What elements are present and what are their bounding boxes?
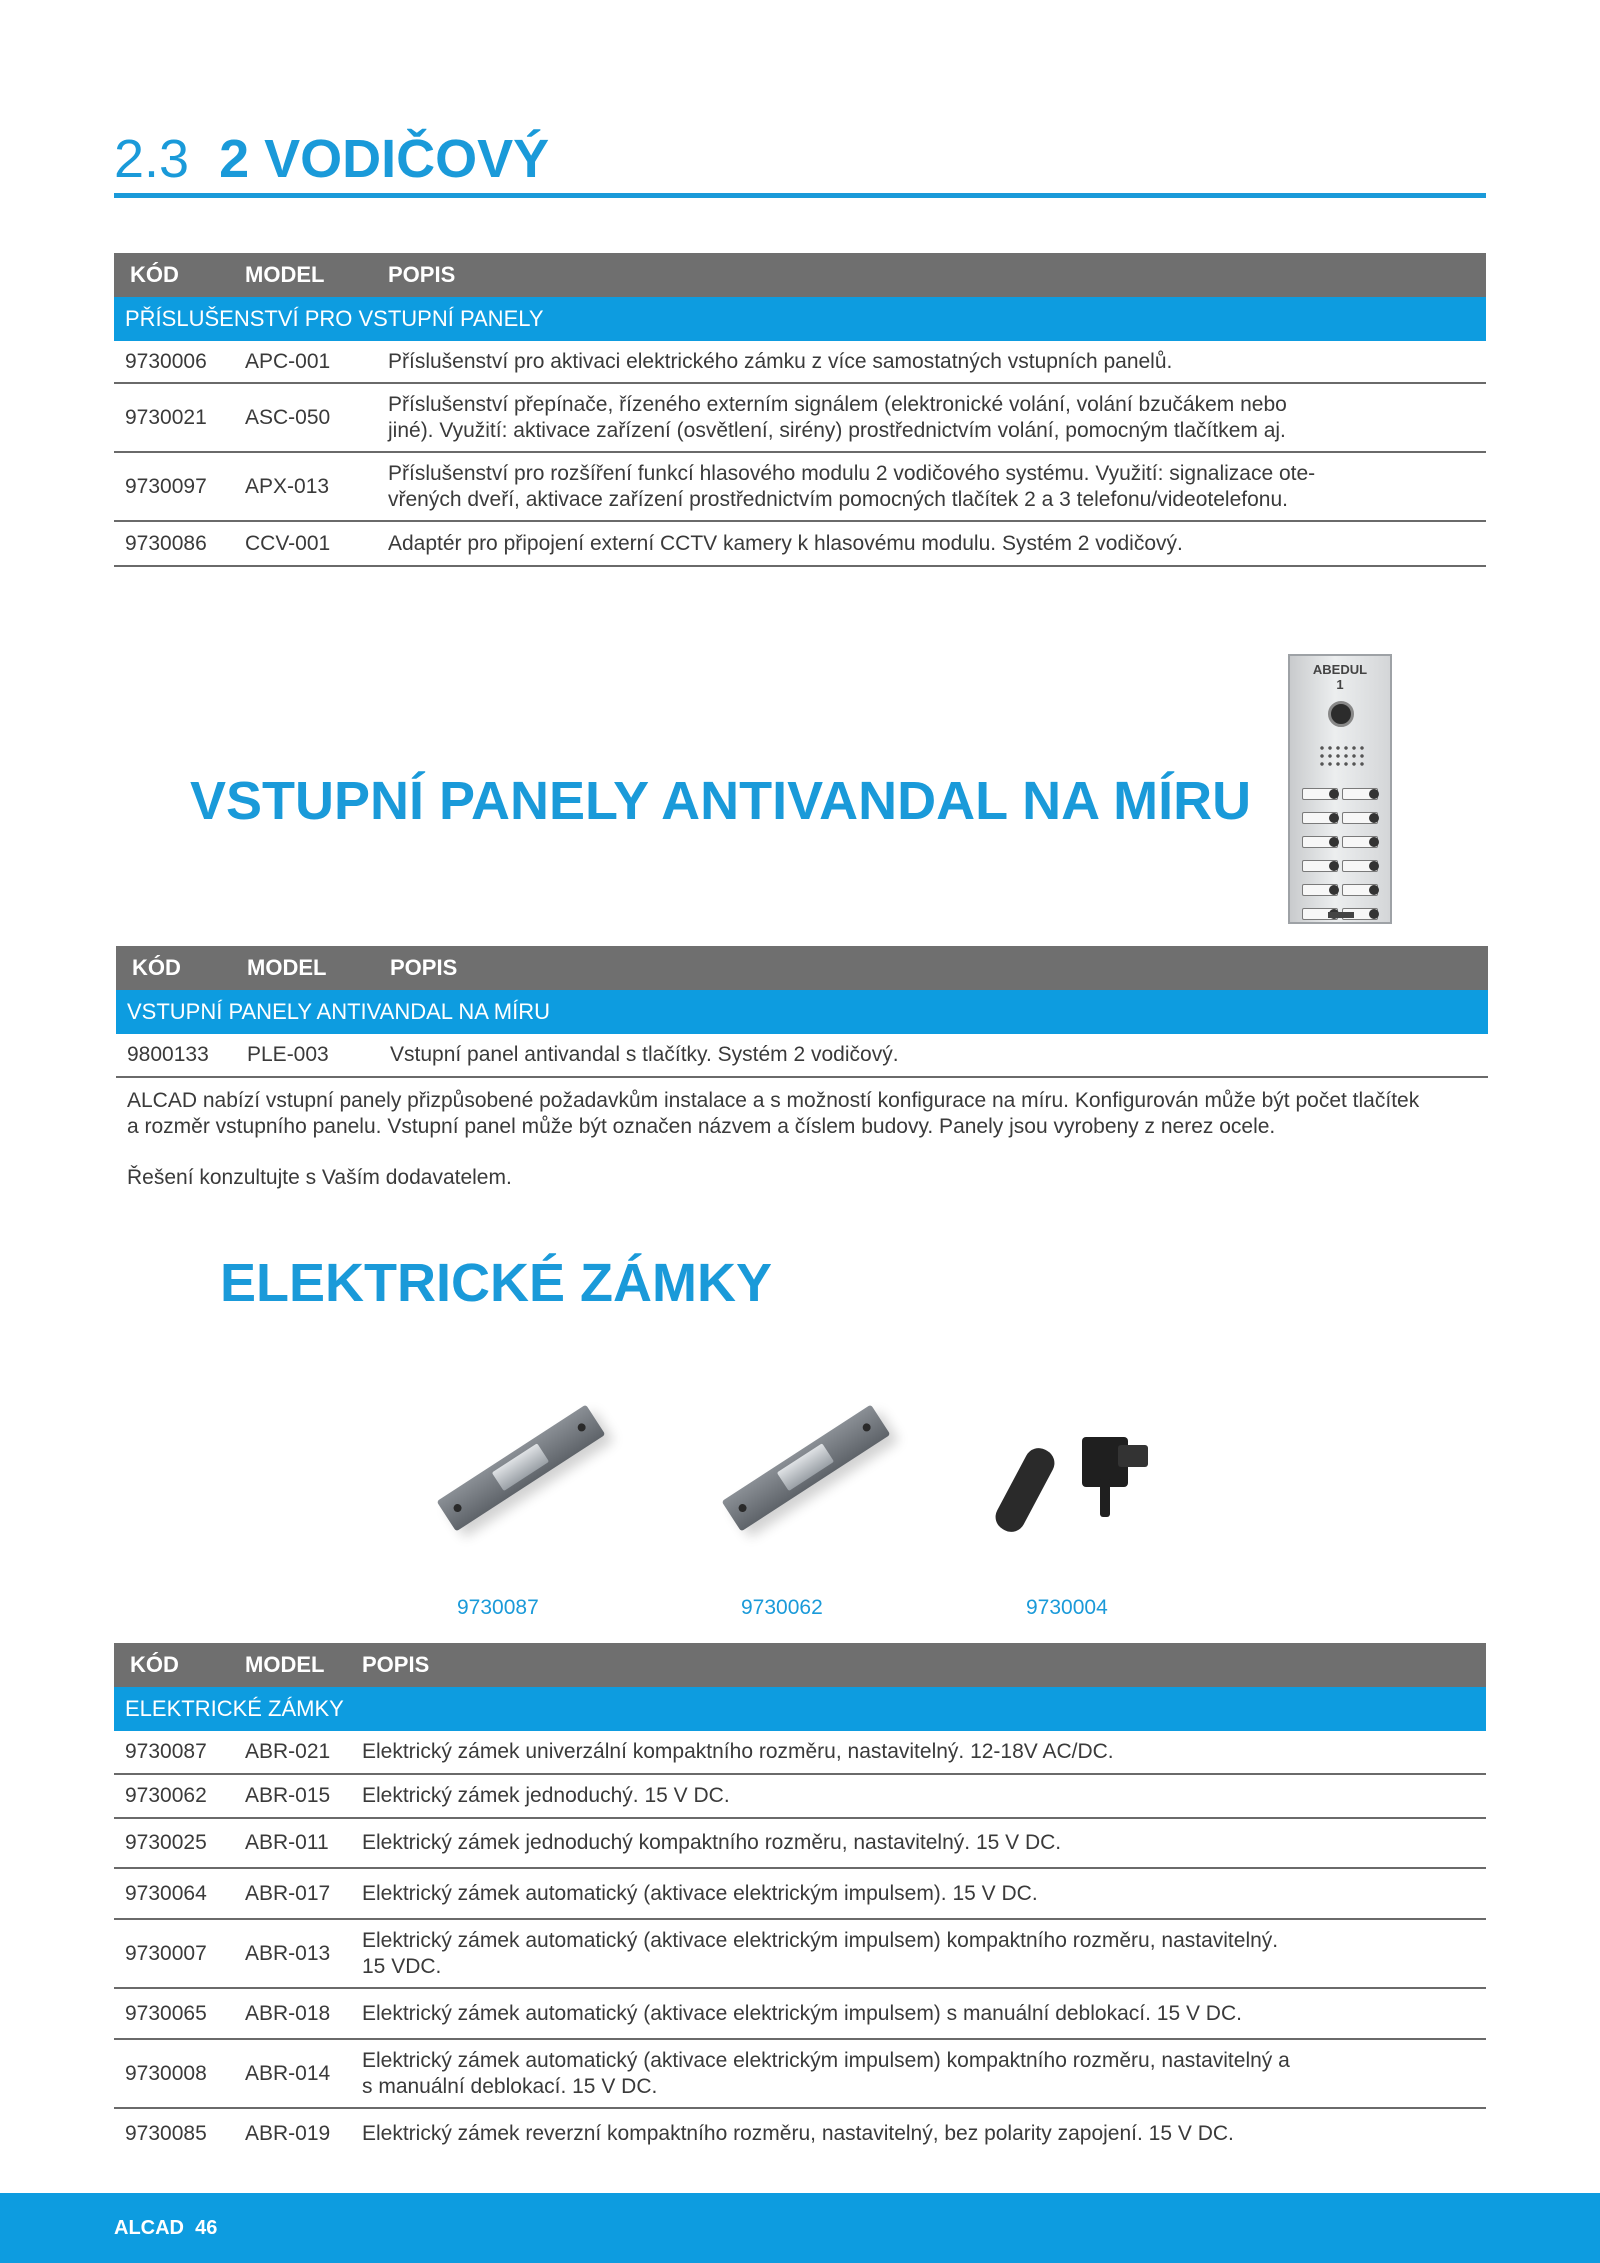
row-description (362, 1775, 730, 1817)
row-model: ABR-019 (245, 2122, 331, 2145)
footer-text (114, 2193, 217, 2263)
push-button-icon (1302, 884, 1338, 896)
heading-rule (114, 193, 1486, 198)
table-header (114, 1643, 1486, 1687)
table-row (114, 341, 1486, 384)
table-section-label: VSTUPNÍ PANELY ANTIVANDAL NA MÍRU (116, 990, 1488, 1034)
desc-line: Elektrický zámek jednoduchý. 15 V DC. (362, 1784, 730, 1807)
row-description (362, 1819, 1061, 1867)
push-button-icon (1302, 836, 1338, 848)
header-code: KÓD (132, 955, 181, 980)
camera-icon (1328, 701, 1354, 727)
table-row (114, 522, 1486, 567)
section-heading (114, 128, 549, 190)
row-model: ABR-014 (245, 2061, 331, 2085)
desc-line: Elektrický zámek jednoduchý kompaktního rozměru, nastavitelný. 15 V DC. (362, 1831, 1062, 1854)
header-model: MODEL (247, 955, 327, 980)
row-code: 9730007 (125, 1941, 207, 1965)
section-title: 2 VODIČOVÝ (219, 129, 550, 189)
row-code: 9800133 (127, 1043, 209, 1066)
push-button-icon (1342, 860, 1378, 872)
desc-line: Příslušenství pro aktivaci elektrického zámku z více samostatných vstupních panelů. (388, 349, 1173, 373)
row-code: 9730008 (125, 2061, 207, 2085)
push-button-icon (1342, 884, 1378, 896)
table-row (114, 1775, 1486, 1819)
table-row (114, 2109, 1486, 2159)
push-button-icon (1342, 812, 1378, 824)
desc-line: Vstupní panel antivandal s tlačítky. Systém 2 vodičový. (390, 1043, 899, 1066)
desc-line: Elektrický zámek automatický (aktivace elektrickým impulsem) s manuální deblokací. 15 V DC. (362, 2001, 1242, 2025)
row-code: 9730064 (125, 1881, 207, 1905)
desc-line: Elektrický zámek reverzní kompaktního rozměru, nastavitelný, bez polarity zapojení. 15 V DC. (362, 2122, 1234, 2145)
row-description (388, 453, 1315, 520)
desc-line: Adaptér pro připojení externí CCTV kamery k hlasovému modulu. Systém 2 vodičový. (388, 531, 1183, 555)
table-header (116, 946, 1488, 990)
desc-line: Elektrický zámek automatický (aktivace elektrickým impulsem). 15 V DC. (362, 1881, 1038, 1905)
paragraph-line: a rozměr vstupního panelu. Vstupní panel může být označen názvem a číslem budovy. Panely jsou vyrobeny z nerez ocele. (127, 1115, 1276, 1138)
row-code: 9730097 (125, 474, 207, 498)
row-model: ASC-050 (245, 405, 331, 429)
entrance-panel-image (1288, 654, 1392, 924)
row-model: ABR-017 (245, 1881, 331, 1905)
accessories-table (114, 253, 1486, 567)
row-code: 9730006 (125, 349, 207, 373)
panel-number: 1 (1336, 677, 1344, 692)
row-code: 9730085 (125, 2122, 207, 2145)
row-code: 9730062 (125, 1784, 207, 1807)
desc-line: Elektrický zámek univerzální kompaktního rozměru, nastavitelný. 12-18V AC/DC. (362, 1740, 1114, 1763)
antivandal-paragraph (127, 1088, 1419, 1140)
paragraph-line: ALCAD nabízí vstupní panely přizpůsobené požadavkům instalace a s možností konfigurace na míru. Konfigurován může být počet tlačítek (127, 1089, 1420, 1112)
desc-line: s manuální deblokací. 15 V DC. (362, 2074, 658, 2098)
header-code: KÓD (130, 262, 179, 287)
antivandal-table (116, 946, 1488, 1078)
locks-heading: ELEKTRICKÉ ZÁMKY (220, 1253, 772, 1313)
table-section-label: ELEKTRICKÉ ZÁMKY (114, 1687, 1486, 1731)
desc-line: Elektrický zámek automatický (aktivace elektrickým impulsem) kompaktního rozměru, nastavitelný. (362, 1928, 1279, 1952)
row-description (362, 2109, 1234, 2159)
lock-caption: 9730062 (741, 1596, 823, 1619)
row-model: APC-001 (245, 349, 331, 373)
table-row (114, 1920, 1486, 1989)
header-description: POPIS (390, 955, 458, 980)
row-code: 9730021 (125, 405, 207, 429)
table-row (114, 2040, 1486, 2109)
row-model: PLE-003 (247, 1043, 329, 1066)
antivandal-note: Řešení konzultujte s Vaším dodavatelem. (127, 1166, 512, 1189)
desc-line: Elektrický zámek automatický (aktivace elektrickým impulsem) kompaktního rozměru, nastavitelný a (362, 2048, 1290, 2072)
table-row (116, 1034, 1488, 1078)
row-description (390, 1034, 899, 1076)
row-model: CCV-001 (245, 531, 331, 555)
header-code: KÓD (130, 1652, 179, 1677)
footer-brand: ALCAD (114, 2217, 184, 2239)
row-model: ABR-021 (245, 1740, 331, 1763)
section-number: 2.3 (114, 129, 190, 189)
row-code: 9730065 (125, 2001, 207, 2025)
push-button-icon (1302, 812, 1338, 824)
row-model: ABR-011 (245, 1831, 329, 1854)
desc-line: Příslušenství přepínače, řízeného externím signálem (elektronické volání, volání bzučákem nebo (388, 392, 1287, 416)
table-header (114, 253, 1486, 297)
page-number: 46 (195, 2217, 218, 2239)
table-row (114, 1731, 1486, 1775)
header-model: MODEL (245, 1652, 325, 1677)
electric-lock-image (697, 1390, 897, 1540)
table-row (114, 384, 1486, 453)
row-description (388, 522, 1183, 565)
row-model: ABR-013 (245, 1941, 331, 1965)
panel-brand: ABEDUL (1312, 662, 1368, 677)
lock-caption: 9730087 (457, 1596, 539, 1619)
row-code: 9730025 (125, 1831, 207, 1854)
row-description (362, 1920, 1278, 1987)
row-description (362, 1989, 1242, 2038)
push-button-icon (1342, 836, 1378, 848)
push-button-icon (1342, 788, 1378, 800)
row-description (362, 1869, 1038, 1918)
antivandal-heading: VSTUPNÍ PANELY ANTIVANDAL NA MÍRU (190, 771, 1252, 831)
header-model: MODEL (245, 262, 325, 287)
table-row (114, 1989, 1486, 2040)
push-button-icon (1302, 788, 1338, 800)
desc-line: vřených dveří, aktivace zařízení prostřednictvím pomocných tlačítek 2 a 3 telefonu/videotelefonu. (388, 487, 1288, 511)
panel-label (1290, 662, 1390, 692)
header-description: POPIS (362, 1652, 430, 1677)
row-model: ABR-018 (245, 2001, 331, 2025)
row-description (362, 2040, 1290, 2107)
row-model: ABR-015 (245, 1784, 331, 1807)
panel-buttons (1300, 788, 1382, 932)
push-button-icon (1302, 860, 1338, 872)
desc-line: jiné). Využití: aktivace zařízení (osvětlení, sirény) prostřednictvím volání, pomocným tlačítkem aj. (388, 418, 1286, 442)
row-description (388, 384, 1287, 451)
desc-line: 15 VDC. (362, 1954, 442, 1978)
row-description (362, 1731, 1114, 1773)
panel-logo-icon (1328, 912, 1354, 918)
row-code: 9730087 (125, 1740, 207, 1763)
lock-caption: 9730004 (1026, 1596, 1108, 1619)
desc-line: Příslušenství pro rozšíření funkcí hlasového modulu 2 vodičového systému. Využití: signalizace ote- (388, 461, 1316, 485)
electric-lock-image (412, 1390, 612, 1540)
locks-table (114, 1643, 1486, 2159)
table-row (114, 453, 1486, 522)
row-code: 9730086 (125, 531, 207, 555)
row-description (388, 341, 1172, 382)
speaker-grille-icon (1318, 744, 1366, 768)
lock-accessory-image (990, 1395, 1170, 1545)
table-row (114, 1869, 1486, 1920)
table-section-label: PŘÍSLUŠENSTVÍ PRO VSTUPNÍ PANELY (114, 297, 1486, 341)
table-row (114, 1819, 1486, 1869)
row-model: APX-013 (245, 474, 330, 498)
page-footer (0, 2193, 1600, 2263)
header-description: POPIS (388, 262, 456, 287)
